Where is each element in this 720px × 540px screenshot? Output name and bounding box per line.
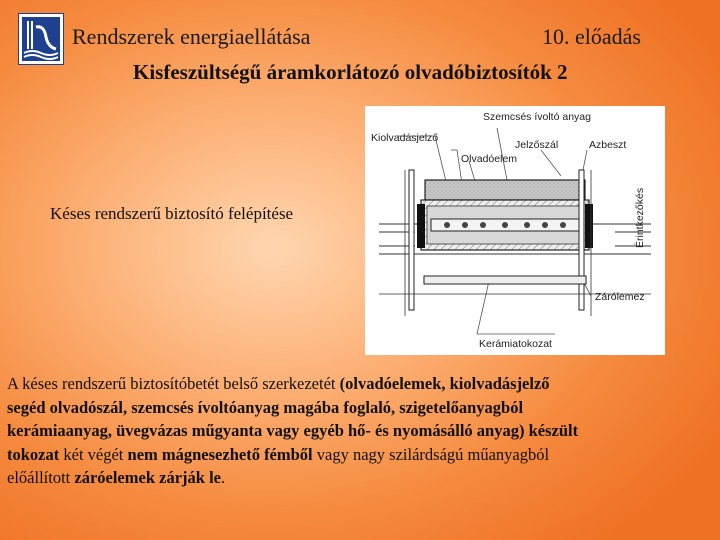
- label-end-plate: Zárólemez: [595, 291, 645, 303]
- body-text-bold: tokozat: [7, 444, 60, 464]
- label-quartz-sand: Szemcsés ívoltó anyag: [483, 111, 591, 123]
- body-paragraph: [7, 372, 707, 490]
- slide-title: Kisfeszültségű áramkorlátozó olvadóbiztosítók 2: [133, 60, 568, 84]
- label-contact-blades: Érintkezőkés: [634, 187, 646, 248]
- body-line: [7, 372, 707, 396]
- body-line: [7, 466, 707, 490]
- label-indicator-wire: Jelzőszál: [515, 139, 559, 151]
- arc-quench-sand-top: [425, 180, 585, 200]
- end-cap-left: [417, 204, 425, 248]
- label-asbestos: Azbeszt: [589, 139, 627, 151]
- body-text: két végét: [59, 444, 128, 464]
- body-text-bold: (olvadóelemek, kiolvadásjelző: [339, 374, 550, 393]
- body-text-bold: segéd olvadószál, szemcsés ívoltóanyag magába foglaló, szigetelőanyagból: [7, 397, 524, 417]
- fuse-diagram: [365, 106, 665, 355]
- body-text-bold: záróelemek zárják le: [74, 468, 221, 487]
- body-line: [7, 396, 707, 420]
- label-blown-indicator: Kiolvadásjelző: [371, 132, 439, 144]
- body-line: [7, 419, 707, 443]
- label-fuse-element: Olvadóelem: [461, 153, 518, 165]
- figure-caption: Késes rendszerű biztosító felépítése: [50, 204, 294, 223]
- lecture-number: 10. előadás: [542, 24, 641, 49]
- course-title: Rendszerek energiaellátása: [72, 24, 311, 49]
- body-line: [7, 443, 707, 467]
- body-text: .: [220, 468, 226, 487]
- fuse-element: [431, 219, 579, 231]
- label-ceramic-body: Kerámiatokozat: [479, 338, 552, 350]
- university-logo: [18, 13, 64, 65]
- end-cap-right: [585, 204, 593, 248]
- body-text: vagy nagy szilárdságú műanyagból: [312, 444, 550, 464]
- body-text-bold: nem mágnesezhető fémből: [127, 444, 313, 464]
- body-text: A késes rendszerű biztosítóbetét belső szerkezetét: [7, 374, 340, 393]
- body-text: előállított: [7, 468, 75, 487]
- body-text-bold: kerámiaanyag, üvegvázas műgyanta vagy egyéb hő- és nyomásálló anyag) készült: [7, 421, 579, 440]
